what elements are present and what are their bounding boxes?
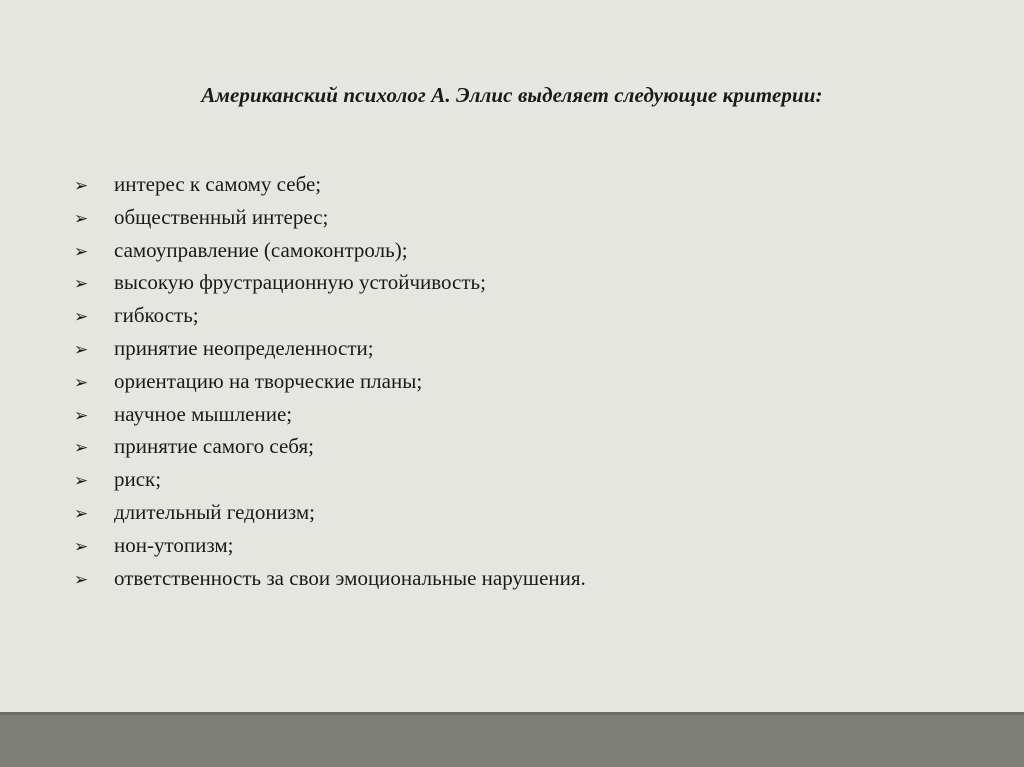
criteria-item bbox=[74, 238, 586, 271]
arrow-bullet-icon: ➢ bbox=[74, 438, 89, 459]
criteria-item-text: длительный гедонизм; bbox=[114, 499, 315, 524]
arrow-bullet-icon: ➢ bbox=[74, 307, 89, 328]
criteria-item bbox=[74, 172, 586, 205]
criteria-item-text: общественный интерес; bbox=[114, 204, 329, 229]
arrow-bullet-icon: ➢ bbox=[74, 405, 89, 426]
criteria-item bbox=[74, 434, 586, 467]
criteria-item-text: принятие самого себя; bbox=[114, 434, 314, 459]
arrow-bullet-icon: ➢ bbox=[74, 339, 89, 360]
criteria-item bbox=[74, 303, 586, 336]
arrow-bullet-icon: ➢ bbox=[74, 274, 89, 295]
footer-divider bbox=[0, 712, 1024, 715]
criteria-item-text: научное мышление; bbox=[114, 401, 293, 426]
criteria-item bbox=[74, 533, 586, 566]
criteria-list bbox=[74, 172, 586, 598]
criteria-item bbox=[74, 402, 586, 435]
arrow-bullet-icon: ➢ bbox=[74, 241, 89, 262]
criteria-item-text: риск; bbox=[114, 467, 162, 492]
slide-title: Американский психолог А. Эллис выделяет следующие критерии: bbox=[201, 83, 823, 107]
criteria-item-text: высокую фрустрационную устойчивость; bbox=[114, 270, 486, 295]
criteria-item-text: ориентацию на творческие планы; bbox=[114, 368, 423, 393]
footer-bar bbox=[0, 712, 1024, 767]
criteria-item bbox=[74, 270, 586, 303]
criteria-item bbox=[74, 205, 586, 238]
criteria-item bbox=[74, 467, 586, 500]
criteria-item-text: принятие неопределенности; bbox=[114, 335, 374, 360]
criteria-item-text: самоуправление (самоконтроль); bbox=[114, 237, 408, 262]
arrow-bullet-icon: ➢ bbox=[74, 503, 89, 524]
criteria-item-text: гибкость; bbox=[114, 303, 199, 328]
criteria-item-text: нон-утопизм; bbox=[114, 532, 234, 557]
arrow-bullet-icon: ➢ bbox=[74, 208, 89, 229]
arrow-bullet-icon: ➢ bbox=[74, 536, 89, 557]
arrow-bullet-icon: ➢ bbox=[74, 569, 89, 590]
criteria-item-text: ответственность за свои эмоциональные нарушения. bbox=[114, 565, 586, 590]
criteria-item bbox=[74, 500, 586, 533]
criteria-item bbox=[74, 566, 586, 599]
arrow-bullet-icon: ➢ bbox=[74, 176, 89, 196]
criteria-item-text: интерес к самому себе; bbox=[114, 172, 322, 196]
arrow-bullet-icon: ➢ bbox=[74, 471, 89, 492]
criteria-item bbox=[74, 336, 586, 369]
criteria-item bbox=[74, 369, 586, 402]
arrow-bullet-icon: ➢ bbox=[74, 372, 89, 393]
